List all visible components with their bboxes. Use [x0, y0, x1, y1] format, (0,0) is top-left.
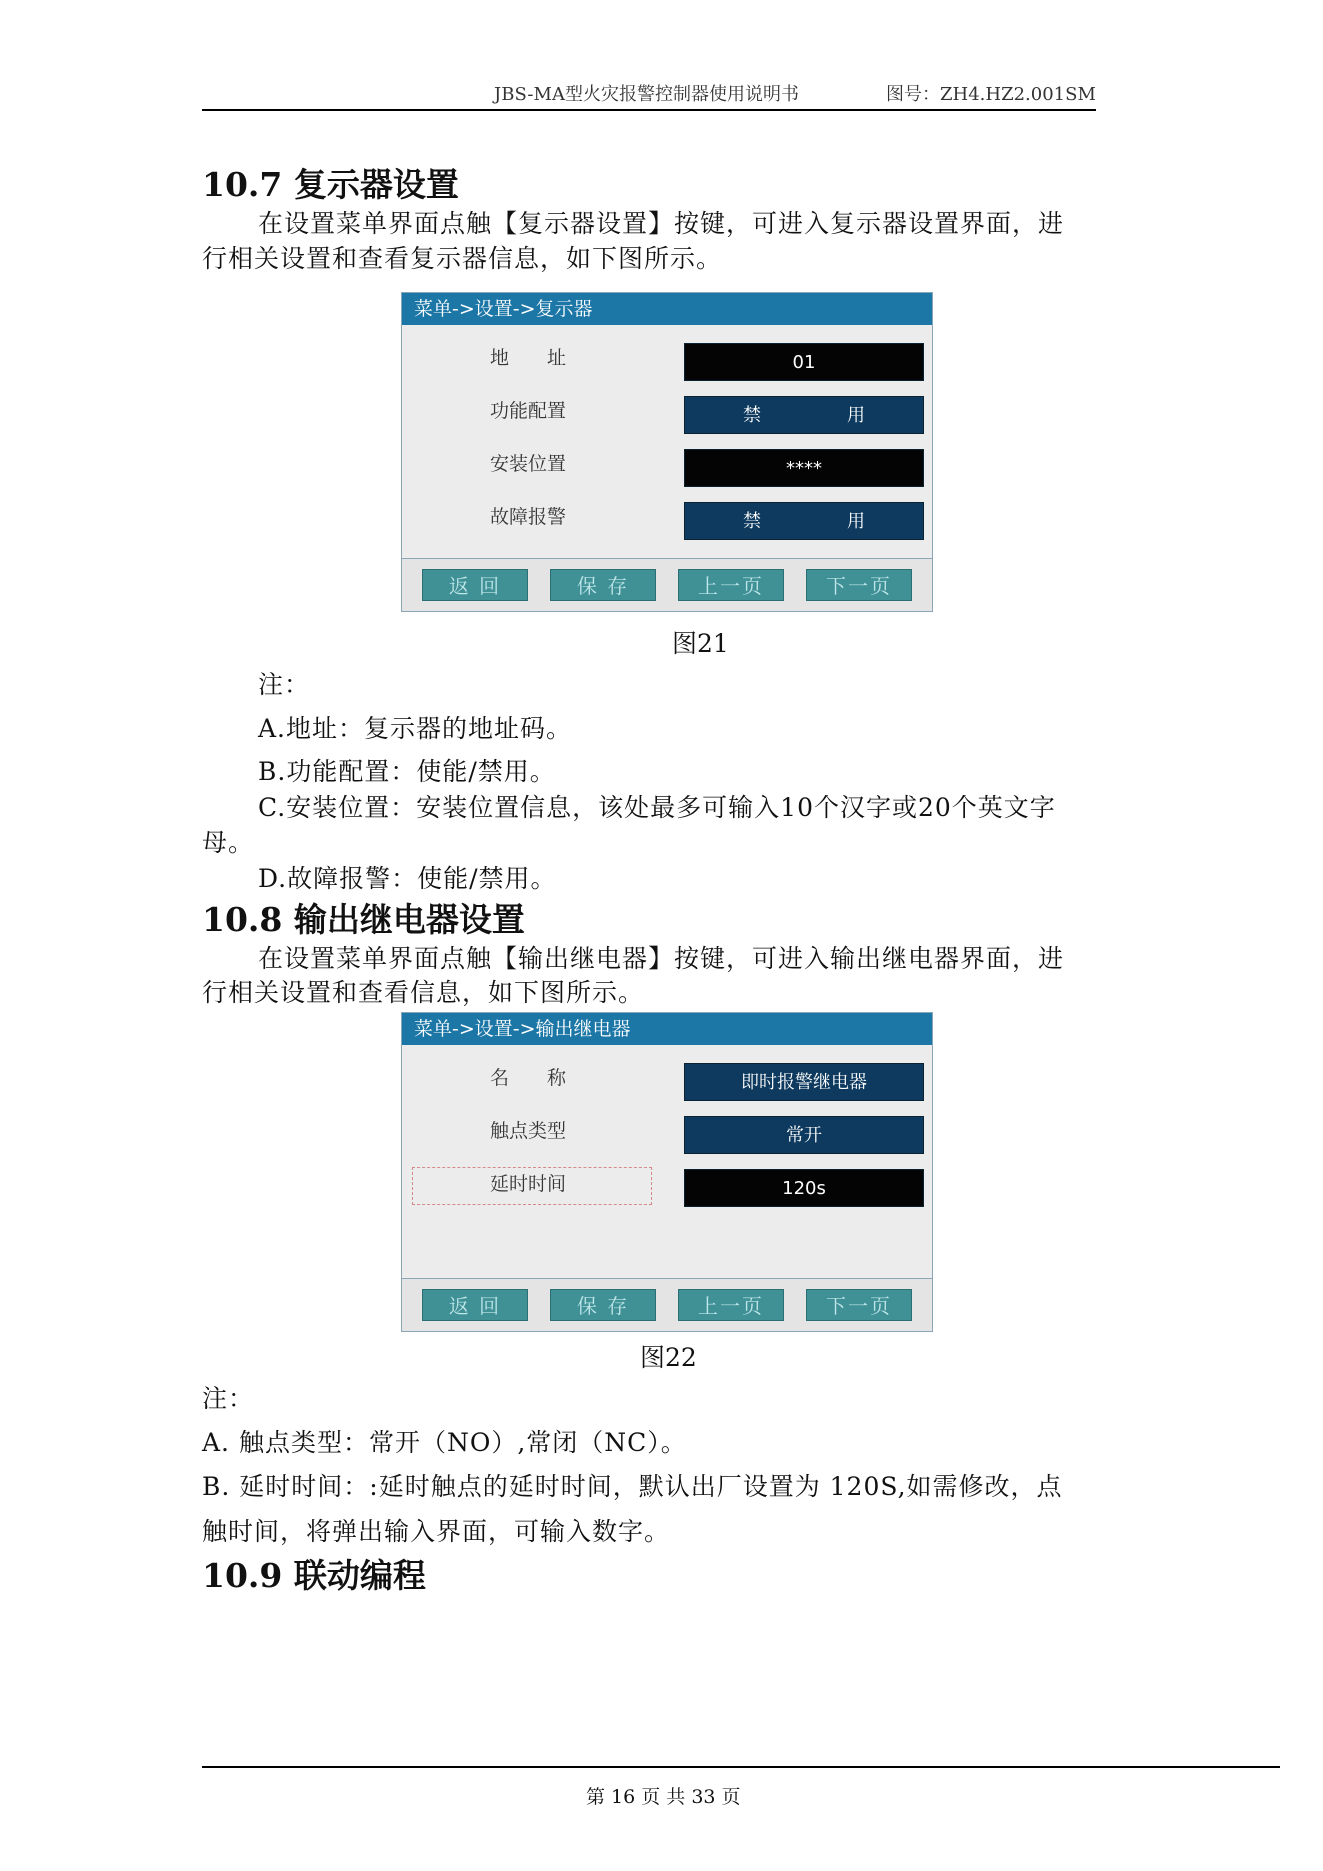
repeater-settings-screen: [401, 292, 933, 612]
name-field[interactable]: 即时报警继电器: [684, 1063, 924, 1101]
page-number: 第 16 页 共 33 页: [586, 1786, 741, 1808]
back-button[interactable]: 返 回: [422, 1289, 528, 1321]
fault-alarm-value-right: 用: [847, 511, 865, 532]
address-field[interactable]: 01: [684, 343, 924, 381]
function-config-value-right: 用: [847, 405, 865, 426]
contact-type-label: 触点类型: [490, 1120, 567, 1142]
output-relay-screen: [401, 1012, 933, 1332]
header-rule: [202, 109, 1096, 111]
address-label: 地 址: [490, 347, 567, 369]
note-c-continued: 母。: [202, 828, 255, 857]
save-button[interactable]: 保 存: [550, 569, 656, 601]
figure-22-caption: 图22: [640, 1343, 697, 1372]
function-config-value-left: 禁: [743, 405, 761, 426]
button-bar: [402, 558, 932, 611]
note-b: B. 延时时间：:延时触点的延时时间，默认出厂设置为 120S,如需修改，点: [202, 1472, 1063, 1501]
section-10-7-para-line2: 行相关设置和查看复示器信息，如下图所示。: [202, 244, 723, 273]
footer-rule: [202, 1766, 1280, 1768]
save-button[interactable]: 保 存: [550, 1289, 656, 1321]
fault-alarm-value-left: 禁: [743, 511, 761, 532]
section-10-8-para-line2: 行相关设置和查看信息，如下图所示。: [202, 978, 645, 1007]
back-button[interactable]: 返 回: [422, 569, 528, 601]
section-10-8-para-line1: 在设置菜单界面点触【输出继电器】按键，可进入输出继电器界面，进: [258, 944, 1065, 973]
function-config-field[interactable]: [684, 396, 924, 434]
function-config-label: 功能配置: [490, 400, 567, 422]
delay-time-label: 延时时间: [490, 1173, 567, 1195]
install-location-field[interactable]: ****: [684, 449, 924, 487]
note-b-continued: 触时间，将弹出输入界面，可输入数字。: [202, 1517, 671, 1546]
document-title: JBS-MA型火灾报警控制器使用说明书: [494, 84, 799, 105]
note-c: C.安装位置：安装位置信息，该处最多可输入10个汉字或20个英文字: [258, 793, 1056, 822]
next-page-button[interactable]: 下一页: [806, 1289, 912, 1321]
drawing-number: 图号：ZH4.HZ2.001SM: [886, 84, 1096, 105]
note-b: B.功能配置：使能/禁用。: [258, 757, 556, 786]
prev-page-button[interactable]: 上一页: [678, 569, 784, 601]
fault-alarm-label: 故障报警: [490, 506, 567, 528]
name-label: 名 称: [490, 1067, 567, 1089]
screen-titlebar: 菜单->设置->输出继电器: [402, 1013, 932, 1045]
note-a: A. 触点类型：常开（NO）,常闭（NC）。: [202, 1428, 687, 1457]
next-page-button[interactable]: 下一页: [806, 569, 912, 601]
notes-title: 注：: [202, 1384, 255, 1413]
note-d: D.故障报警：使能/禁用。: [258, 864, 557, 893]
contact-type-field[interactable]: 常开: [684, 1116, 924, 1154]
section-10-7-heading: 10.7 复示器设置: [202, 165, 459, 204]
figure-21-caption: 图21: [672, 629, 729, 658]
section-10-9-heading: 10.9 联动编程: [202, 1556, 426, 1595]
note-a: A.地址：复示器的地址码。: [258, 714, 573, 743]
install-location-label: 安装位置: [490, 453, 567, 475]
notes-title: 注：: [258, 670, 311, 699]
button-bar: [402, 1278, 932, 1331]
fault-alarm-field[interactable]: [684, 502, 924, 540]
screen-titlebar: 菜单->设置->复示器: [402, 293, 932, 325]
delay-time-field[interactable]: 120s: [684, 1169, 924, 1207]
prev-page-button[interactable]: 上一页: [678, 1289, 784, 1321]
section-10-7-para-line1: 在设置菜单界面点触【复示器设置】按键，可进入复示器设置界面，进: [258, 209, 1065, 238]
section-10-8-heading: 10.8 输出继电器设置: [202, 900, 525, 939]
